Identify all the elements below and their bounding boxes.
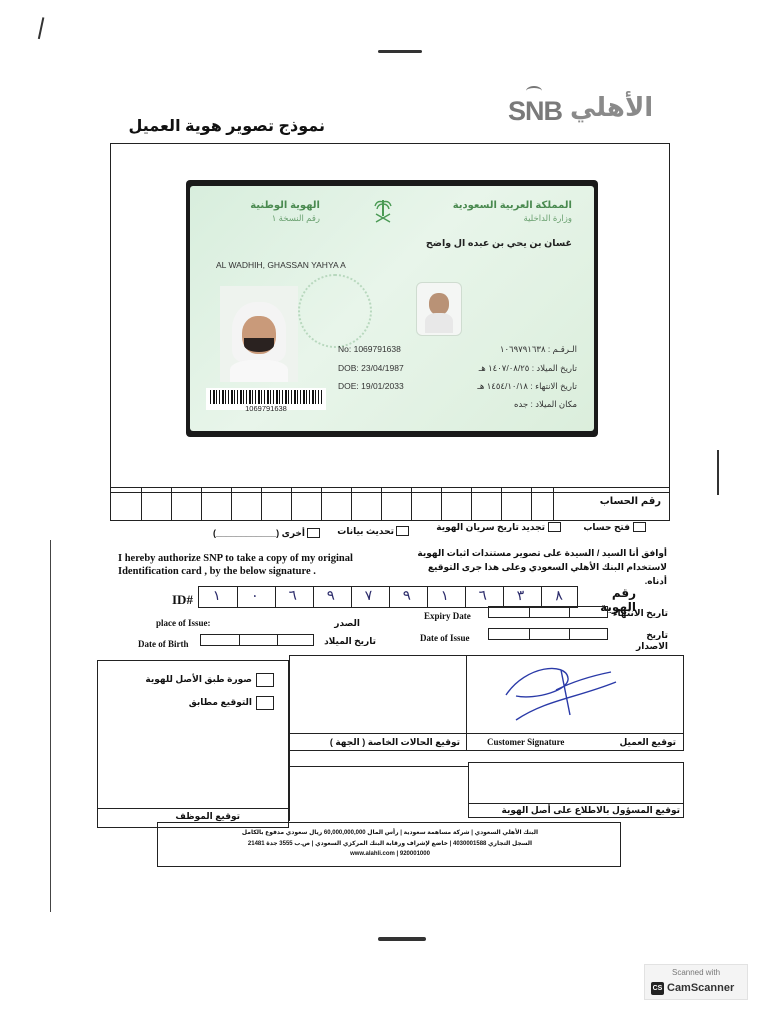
- camscanner-logo-icon: CS: [651, 982, 664, 995]
- dob-field[interactable]: [200, 634, 314, 646]
- id-digit: ٦: [288, 587, 298, 605]
- other-checkbox[interactable]: [307, 528, 320, 538]
- customer-signature-label-en: Customer Signature: [487, 737, 565, 747]
- dob-label-en: Date of Birth: [138, 639, 189, 649]
- id-digit: ١: [440, 587, 450, 605]
- expiry-date-label-en: Expiry Date: [424, 611, 471, 621]
- copy-match-checkbox[interactable]: [256, 673, 274, 687]
- id-digit: ٩: [402, 587, 412, 605]
- card-doe-en: DOE: 19/01/2033: [338, 381, 404, 391]
- card-title-left-2: رقم النسخة ١: [271, 213, 320, 223]
- place-of-issue-label-ar: الصدر: [334, 618, 360, 628]
- footer-line-1: البنك الأهلي السعودي | شركة مساهمة سعودية | رأس المال 60,000,000,000 ريال سعودي مدفوع بالكامل: [241, 830, 539, 836]
- officer-signature-label: توقيع المسؤول بالاطلاع على أصل الهوية: [501, 805, 680, 815]
- authorization-english: I hereby authorize SNP to take a copy of my original Identification card , by the below signature .: [118, 553, 353, 577]
- update-data-checkbox[interactable]: [396, 526, 409, 536]
- card-dob-en: DOB: 23/04/1987: [338, 363, 404, 373]
- camscanner-watermark: [644, 964, 748, 1000]
- special-cases-label: توقيع الحالات الخاصة ( الجهة ): [329, 737, 460, 747]
- staple-mark-bottom: [378, 937, 426, 941]
- place-of-issue-label-en: place of Issue:: [156, 618, 211, 628]
- id-label-en: ID#: [172, 592, 193, 607]
- issue-date-field[interactable]: [488, 628, 608, 640]
- id-label-ar: رقم الهوية: [600, 586, 636, 614]
- signature-match-checkbox[interactable]: [256, 696, 274, 710]
- issue-date-label-en: Date of Issue: [420, 633, 470, 643]
- customer-signature-label-ar: توقيع العميل: [619, 737, 676, 747]
- card-dob-ar: تاريخ الميلاد : ١٤٠٧/٠٨/٢٥ هـ: [478, 363, 577, 373]
- card-no-en: No: 1069791638: [338, 344, 401, 354]
- id-card-face: [190, 186, 594, 431]
- footer-line-2: السجل التجاري 4030001588 | خاضع لإشراف ورقابة البنك المركزي السعودي | ص.ب 3555 جدة 21481: [247, 841, 533, 847]
- account-number-row: [110, 487, 670, 521]
- account-number-label: رقم الحساب: [599, 496, 661, 507]
- form-title: نموذج تصوير هوية العميل: [128, 118, 325, 135]
- left-edge-line: [50, 540, 51, 912]
- update-data-label: تحديث بيانات: [337, 526, 394, 536]
- right-edge-line: [717, 450, 719, 495]
- palm-emblem-icon: [373, 198, 393, 224]
- bank-logo: [508, 92, 663, 132]
- id-digit: ٧: [364, 587, 374, 605]
- id-digit: ٨: [554, 587, 564, 605]
- card-name-english: AL WADHIH, GHASSAN YAHYA A: [216, 260, 346, 270]
- card-pob-ar: مكان الميلاد : جده: [514, 399, 577, 409]
- card-title-left-1: الهوية الوطنية: [250, 200, 320, 211]
- issue-date-label-ar: تاريخ الاصدار: [636, 630, 668, 651]
- open-account-label: فتح حساب: [583, 522, 630, 532]
- id-digit: ٣: [516, 587, 526, 605]
- authorization-arabic: أوافق أنا السيد / السيدة على تصوير مستندات اثبات الهوية لاستخدام البنك الأهلي السعودي وعلى هذا جرى التوقيع أدناه.: [417, 548, 667, 586]
- signature-match-label: التوقيع مطابق: [188, 697, 252, 707]
- id-number-boxes: [198, 586, 578, 608]
- footer-line-3: www.alahli.com | 920001000: [350, 851, 430, 857]
- barcode: [206, 388, 326, 413]
- card-exp-ar: تاريخ الانتهاء : ١٤٥٤/١٠/١٨ هـ: [477, 381, 577, 391]
- card-no-ar: الـرقـم : ١٠٦٩٧٩١٦٣٨: [499, 344, 577, 354]
- page-corner-mark: [38, 17, 52, 41]
- employee-signature-label: توقيع الموظف: [175, 811, 240, 821]
- expiry-date-field[interactable]: [488, 606, 608, 618]
- open-account-checkbox[interactable]: [633, 522, 646, 532]
- legal-footer-box: [157, 822, 621, 867]
- camscanner-line-1: Scanned with: [671, 968, 721, 977]
- card-title-right-2: وزارة الداخلية: [523, 213, 572, 223]
- renew-expiry-label: تجديد تاريخ سريان الهوية: [436, 522, 545, 532]
- renew-expiry-checkbox[interactable]: [548, 522, 561, 532]
- id-digit: ٩: [326, 587, 336, 605]
- expiry-date-label-ar: تاريخ الانتهاء: [612, 608, 668, 618]
- customer-signature-scribble: [496, 660, 626, 730]
- id-card-image: [186, 180, 598, 437]
- id-digit: ١: [212, 587, 222, 605]
- logo-latin: SNB: [508, 96, 563, 126]
- card-title-right-1: المملكة العربية السعودية: [452, 200, 572, 211]
- card-name-arabic: غسان بن يحي بن عبده ال واضح: [425, 238, 572, 249]
- watermark-circle: [298, 274, 372, 348]
- id-digit: ٠: [250, 587, 260, 605]
- camscanner-line-2: CamScanner: [667, 982, 735, 994]
- logo-arabic: الأهلي: [570, 92, 654, 122]
- id-digit: ٦: [478, 587, 488, 605]
- holder-photo-small: [416, 282, 462, 336]
- copy-match-label: صورة طبق الأصل للهوية: [145, 674, 252, 684]
- logo-swoosh-icon: [526, 86, 542, 96]
- staple-mark-top: [378, 50, 422, 53]
- dob-label-ar: تاريخ الميلاد: [324, 636, 376, 646]
- holder-photo: [220, 286, 298, 382]
- barcode-number: 1069791638: [245, 404, 287, 413]
- other-label: أخرى (____________): [213, 528, 305, 538]
